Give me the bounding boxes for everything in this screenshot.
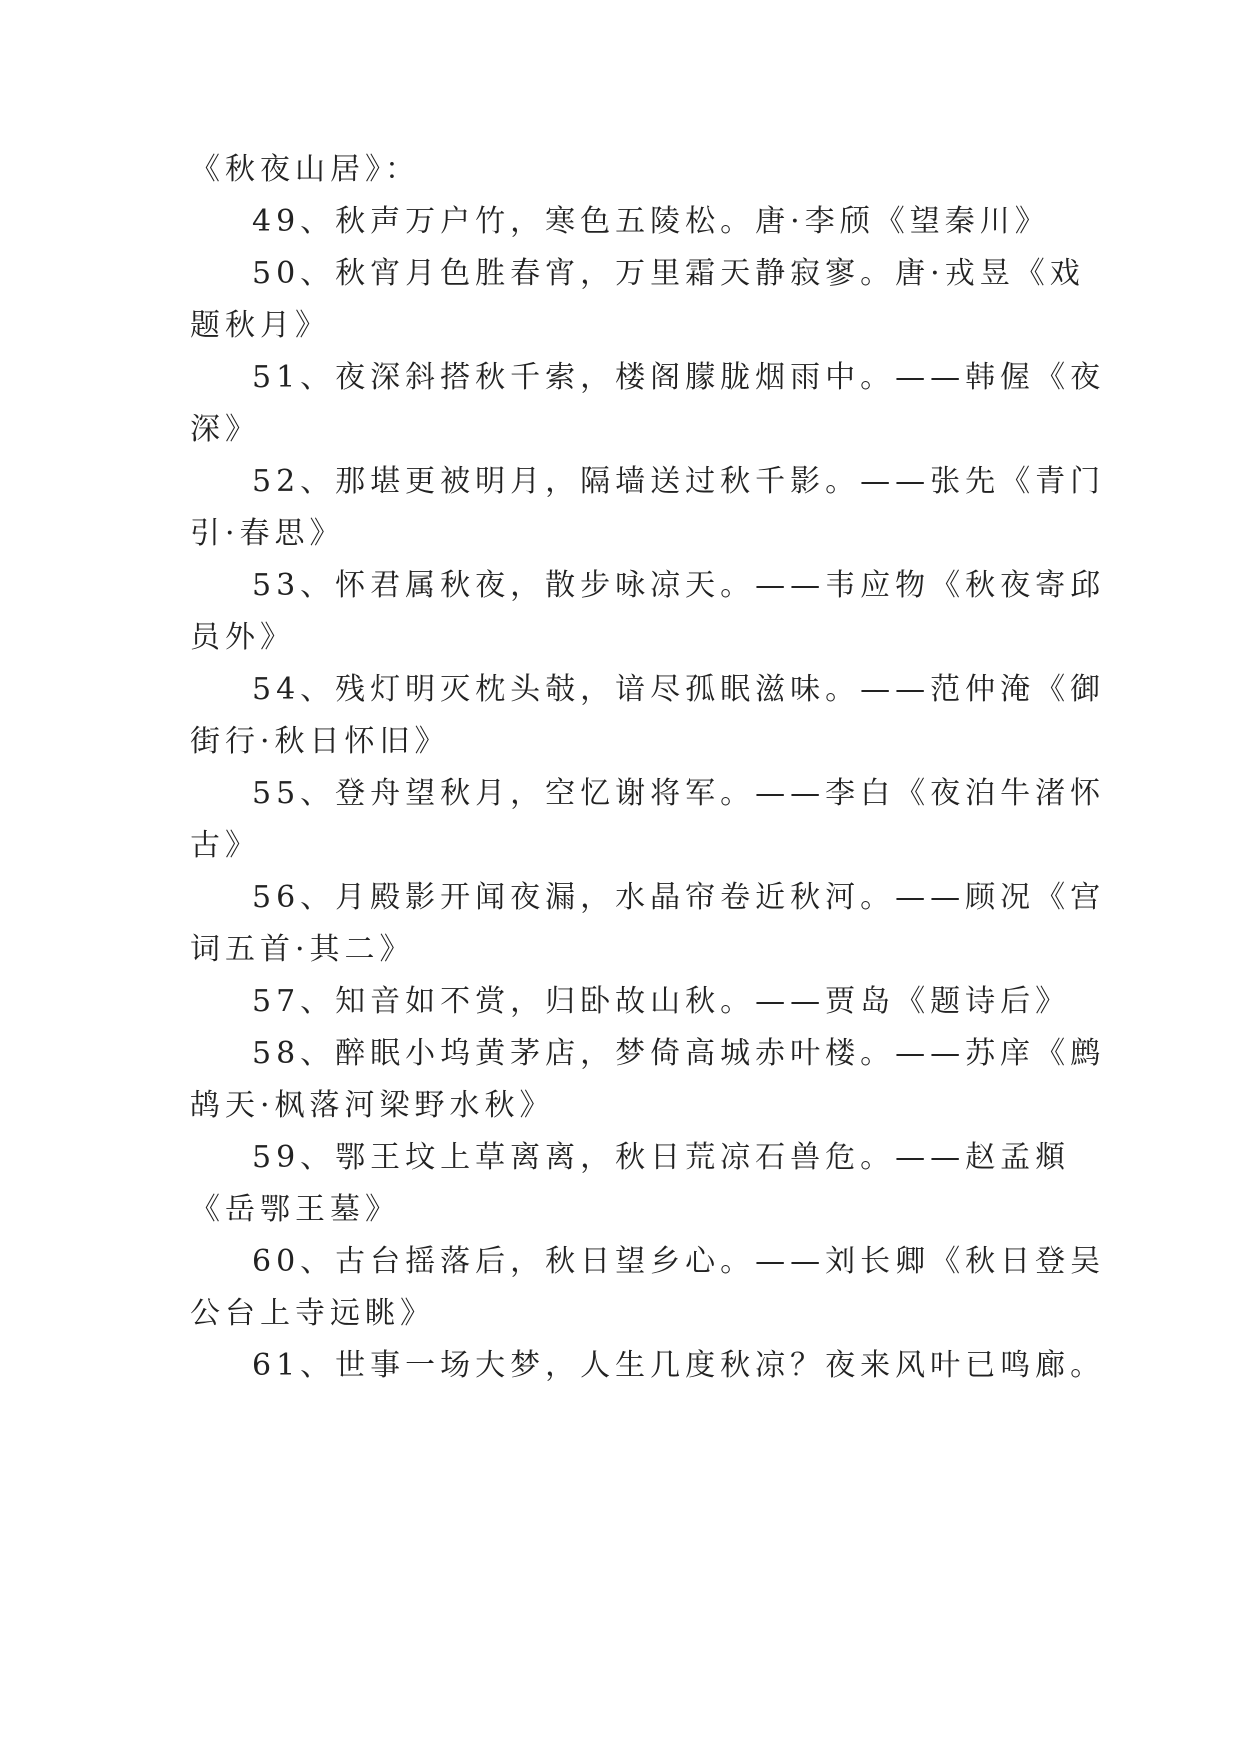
poem-entry-56-cont: 词五首·其二》	[190, 932, 415, 967]
poem-entry-60: 60、古台摇落后，秋日望乡心。——刘长卿《秋日登吴	[252, 1244, 1106, 1279]
poem-entry-58: 58、醉眠小坞黄茅店，梦倚高城赤叶楼。——苏庠《鹧	[252, 1036, 1106, 1071]
poem-entry-53: 53、怀君属秋夜，散步咏凉天。——韦应物《秋夜寄邱	[252, 568, 1106, 603]
poem-entry-60-cont: 公台上寺远眺》	[190, 1296, 435, 1331]
poem-entry-58-cont: 鸪天·枫落河梁野水秋》	[190, 1088, 555, 1123]
poem-entry-50: 50、秋宵月色胜春宵，万里霜天静寂寥。唐·戎昱《戏	[252, 256, 1085, 291]
poem-entry-57: 57、知音如不赏，归卧故山秋。——贾岛《题诗后》	[252, 984, 1071, 1019]
poem-entry-55-cont: 古》	[190, 828, 260, 863]
poem-entry-59: 59、鄂王坟上草离离，秋日荒凉石兽危。——赵孟頫	[252, 1140, 1071, 1175]
poem-entry-50-cont: 题秋月》	[190, 308, 330, 343]
poem-entry-55: 55、登舟望秋月，空忆谢将军。——李白《夜泊牛渚怀	[252, 776, 1106, 811]
poem-entry-59-cont: 《岳鄂王墓》	[190, 1192, 400, 1227]
poem-entry-49: 49、秋声万户竹，寒色五陵松。唐·李颀《望秦川》	[252, 204, 1050, 239]
text-line: 《秋夜山居》：	[190, 152, 420, 187]
poem-entry-51-cont: 深》	[190, 412, 260, 447]
poem-entry-54: 54、残灯明灭枕头攲，谙尽孤眠滋味。——范仲淹《御	[252, 672, 1106, 707]
poem-entry-61: 61、世事一场大梦，人生几度秋凉？夜来风叶已鸣廊。	[252, 1348, 1106, 1383]
poem-entry-53-cont: 员外》	[190, 620, 295, 655]
poem-entry-56: 56、月殿影开闻夜漏，水晶帘卷近秋河。——顾况《宫	[252, 880, 1106, 915]
poem-entry-54-cont: 街行·秋日怀旧》	[190, 724, 450, 759]
poem-entry-51: 51、夜深斜搭秋千索，楼阁朦胧烟雨中。——韩偓《夜	[252, 360, 1106, 395]
poem-entry-52: 52、那堪更被明月，隔墙送过秋千影。——张先《青门	[252, 464, 1106, 499]
poem-entry-52-cont: 引·春思》	[190, 516, 345, 551]
